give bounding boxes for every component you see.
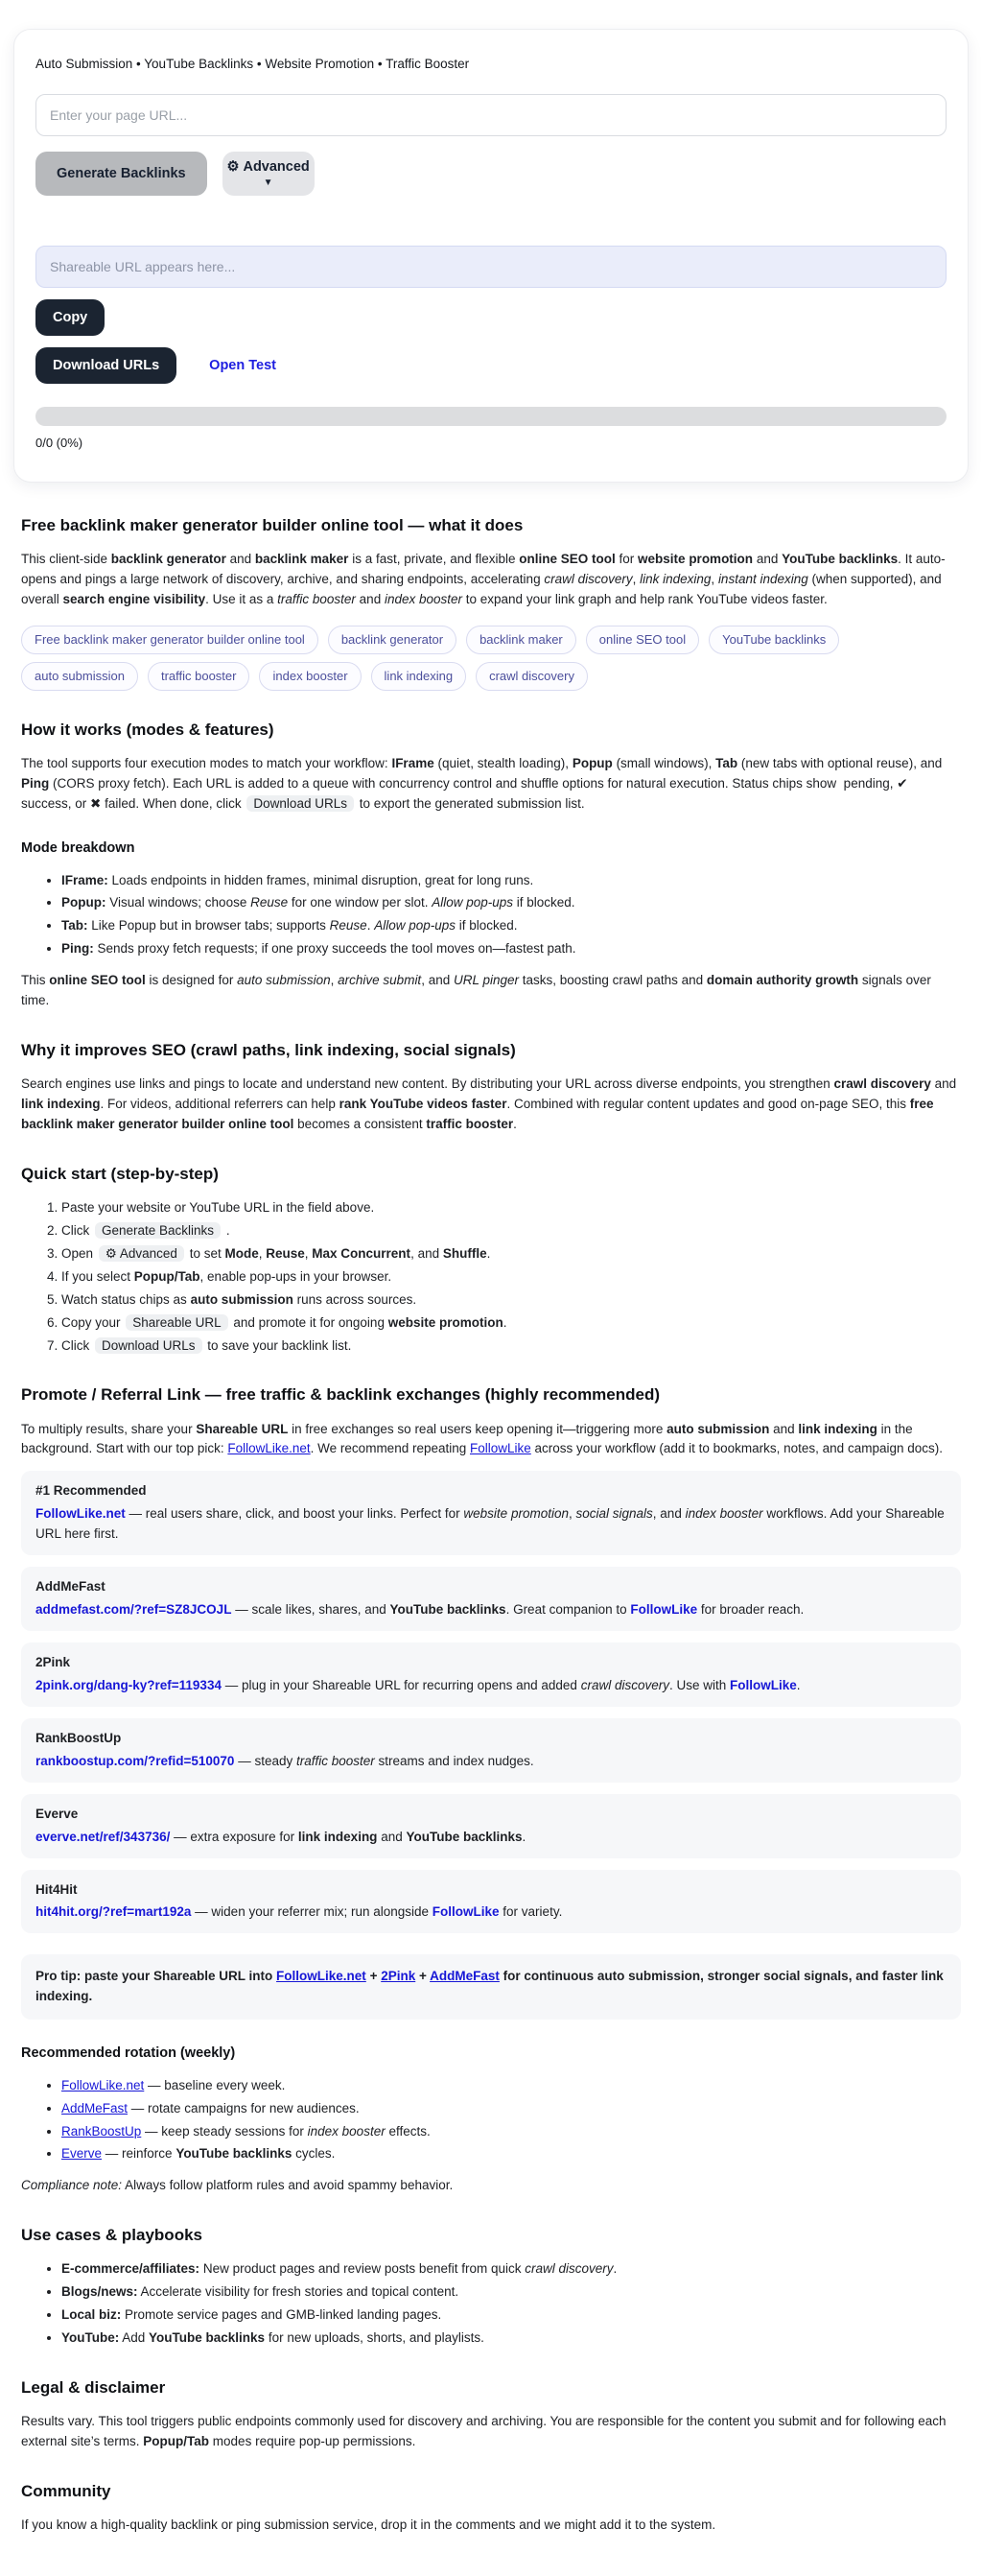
list-item [61,1336,961,1357]
text-segment: and [355,592,385,606]
text-segment: YouTube backlinks [175,2146,292,2162]
text-segment: website promotion [387,1314,503,1330]
inline-link[interactable]: FollowLike [470,1441,531,1456]
paragraph [21,1420,961,1460]
text-segment: and [769,1421,799,1436]
rotation-list [21,2076,961,2165]
keyword-chip: YouTube backlinks [709,626,839,654]
text-segment: — plug in your Shareable URL for recurring opens and added [221,1677,581,1692]
text-segment: Popup: [61,895,106,910]
text-segment: IFrame: [61,872,108,887]
text-segment: link indexing [297,1829,378,1844]
text-segment: — steady [234,1753,296,1768]
paragraph [21,2516,961,2536]
referral-card [21,1642,961,1707]
text-segment: , and [652,1506,686,1522]
text-segment: Ping [21,776,50,792]
text-segment: — real users share, click, and boost your links. Perfect for [125,1506,464,1522]
text-segment: . [796,1677,801,1692]
text-segment: — widen your referrer mix; run alongside [191,1904,433,1920]
text-segment: for new uploads, shorts, and playlists. [265,2330,484,2346]
text-segment: social signals [575,1506,653,1522]
paragraph [21,754,961,815]
kbd-chip: Shareable URL [126,1314,227,1331]
copy-button[interactable]: Copy [35,299,105,336]
text-segment: link indexing [21,1097,101,1112]
text-segment: , [568,1506,576,1522]
open-test-link[interactable]: Open Test [209,357,276,373]
text-segment: — extra exposure for [170,1829,298,1844]
referral-card-title: Hit4Hit [35,1881,78,1897]
text-segment: auto submission [190,1291,293,1307]
progress-counter: 0/0 (0%) [35,435,83,450]
text-segment: (new tabs with optional reuse), and [737,756,943,771]
text-segment: is designed for [145,973,238,988]
text-segment: link indexing [640,572,712,587]
text-segment: — scale likes, shares, and [231,1602,390,1618]
text-segment: . We recommend repeating [310,1441,471,1456]
advanced-toggle-button[interactable] [222,152,315,196]
heading-legal: Legal & disclaimer [21,2378,166,2398]
text-segment: auto submission [666,1421,770,1436]
text-segment: free backlink maker generator builder online tool [21,1097,934,1131]
text-segment: website promotion [463,1506,569,1522]
text-segment: IFrame [391,756,434,771]
text-segment: Visual windows; choose [105,895,251,910]
text-segment: YouTube backlinks [389,1602,506,1618]
text-segment: Promote service pages and GMB-linked landing pages. [121,2307,442,2323]
paragraph [21,1075,961,1135]
text-segment: Sends proxy fetch requests; if one proxy succeeds the tool moves on—fastest path. [93,941,576,957]
text-segment: crawl discovery [580,1677,669,1692]
text-segment: . It auto-opens and pings a large network of discovery, archive, and sharing endpoints, accelerating [21,552,946,587]
text-segment: If you select [61,1268,134,1284]
text-segment: to export the generated submission list. [355,796,585,812]
progress-bar [35,407,947,426]
text-segment: , [304,1245,313,1261]
list-item [61,2076,961,2096]
keyword-chip: online SEO tool [586,626,699,654]
compliance-note [21,2176,961,2196]
text-segment: signals over time. [21,973,931,1008]
text-segment: search engine visibility [62,592,206,606]
referral-card-title: #1 Recommended [35,1483,147,1499]
text-segment: website promotion [638,552,754,567]
text-segment: Popup/Tab [133,1268,200,1284]
list-item [61,2144,961,2164]
keyword-chip: backlink maker [466,626,576,654]
inline-link[interactable]: everve.net/ref/343736/ [35,1829,171,1844]
referral-card [21,1718,961,1783]
list-item [61,2328,961,2349]
text-segment: Max Concurrent [312,1245,411,1261]
kbd-chip: Download URLs [95,1337,202,1354]
referral-card-body [35,1676,947,1696]
kbd-chip: Generate Backlinks [95,1222,221,1239]
keyword-chip: backlink generator [328,626,456,654]
text-segment: online SEO tool [49,973,146,988]
text-segment: New product pages and review posts benefit from quick [199,2261,526,2277]
keyword-chip: Free backlink maker generator builder online tool [21,626,318,654]
text-segment: Add [119,2330,150,2346]
keyword-chip: crawl discovery [476,662,588,691]
text-segment: modes require pop-up permissions. [209,2434,416,2449]
keyword-chip: traffic booster [148,662,250,691]
text-segment: if blocked. [456,918,518,934]
text-segment: effects. [385,2123,431,2139]
text-segment: for [615,552,639,567]
text-segment: Open [61,1245,97,1261]
paragraph [21,550,961,610]
text-segment: Mode [224,1245,259,1261]
text-segment: and [225,552,255,567]
text-segment: to set [185,1245,225,1261]
advanced-label: Advanced [243,158,310,175]
text-segment: E-commerce/affiliates: [61,2261,200,2277]
inline-link[interactable]: 2Pink [381,1969,416,1984]
text-segment: across your workflow (add it to bookmarks, notes, and campaign docs). [530,1441,943,1456]
text-segment: Click [61,1337,93,1353]
inline-link[interactable]: FollowLike.net [61,2077,145,2092]
list-item [61,1290,961,1311]
text-segment: Tab: [61,918,88,934]
text-segment: archive submit [338,973,422,988]
list-item [61,2305,961,2326]
text-segment: and [377,1829,407,1844]
text-segment: index booster [685,1506,763,1522]
text-segment: to expand your link graph and help rank YouTube videos faster. [462,592,828,606]
list-item [61,1244,961,1264]
text-segment: cycles. [292,2146,336,2162]
text-segment: To multiply results, share your [21,1421,197,1436]
text-segment: YouTube backlinks [149,2330,266,2346]
text-segment: Compliance note: [21,2178,123,2193]
referral-card-body [35,1902,947,1923]
text-segment: . [613,2261,618,2277]
advanced-label-line [226,159,309,175]
keyword-chips [21,626,961,691]
kbd-chip: Download URLs [246,795,354,812]
text-segment: YouTube backlinks [406,1829,523,1844]
inline-link[interactable]: FollowLike [432,1904,500,1920]
use-cases-list [21,2259,961,2349]
gear-icon: ⚙ [226,158,240,175]
text-segment: online SEO tool [519,552,616,567]
text-segment: . [486,1245,491,1261]
text-segment: , and [421,973,454,988]
download-urls-button[interactable]: Download URLs [35,347,176,384]
paragraph [21,971,961,1011]
text-segment: — baseline every week. [144,2077,286,2092]
results-area-empty [35,196,947,246]
copy-row [35,299,947,336]
list-item [61,2259,961,2280]
text-segment: runs across sources. [292,1291,417,1307]
text-segment: , [330,973,339,988]
text-segment: + [365,1969,382,1984]
text-segment: Shuffle [442,1245,487,1261]
mode-breakdown-list [21,871,961,960]
text-segment: , [258,1245,267,1261]
inline-link[interactable]: AddMeFast [61,2100,129,2115]
text-segment: , [711,572,718,587]
heading-what-it-does: Free backlink maker generator builder online tool — what it does [21,516,524,535]
text-segment: . [222,1222,230,1238]
text-segment: The tool supports four execution modes to match your workflow: [21,756,392,771]
inline-link[interactable]: AddMeFast [430,1969,500,1984]
text-segment: link indexing [798,1421,877,1436]
page [0,29,982,2576]
text-segment: workflows. Add your Shareable URL here first. [35,1506,945,1542]
text-segment: Reuse [266,1245,305,1261]
inline-link[interactable]: FollowLike [730,1677,797,1692]
heading-how-it-works: How it works (modes & features) [21,721,274,740]
text-segment: Allow pop-ups [374,918,456,934]
text-segment: Always follow platform rules and avoid spammy behavior. [122,2178,454,2193]
inline-link[interactable]: rankboostup.com/?refid=510070 [35,1753,235,1768]
text-segment: , [632,572,641,587]
kbd-chip: ⚙ Advanced [99,1245,184,1262]
text-segment: — keep steady sessions for [141,2123,308,2139]
heading-rotation: Recommended rotation (weekly) [21,2045,236,2062]
text-segment: Allow pop-ups [432,895,513,910]
text-segment: . Combined with regular content updates and good on-page SEO, this [506,1097,910,1112]
text-segment: . For videos, additional referrers can help [100,1097,339,1112]
text-segment: to save your backlink list. [203,1337,352,1353]
download-row [35,347,947,384]
text-segment: Blogs/news: [61,2284,138,2300]
inline-link[interactable]: FollowLike [630,1602,698,1618]
list-item [61,1313,961,1334]
text-segment: . Great companion to [505,1602,631,1618]
heading-mode-breakdown: Mode breakdown [21,840,135,857]
referral-card [21,1870,961,1934]
list-item [61,2122,961,2142]
text-segment: . Use with [668,1677,731,1692]
text-segment: streams and index nudges. [374,1753,534,1768]
text-segment: traffic booster [277,592,356,606]
text-segment: backlink maker [254,552,349,567]
inline-link[interactable]: FollowLike.net [35,1506,126,1522]
text-segment: if blocked. [513,895,575,910]
text-segment: — reinforce [102,2146,176,2162]
text-segment: URL pinger [453,973,520,988]
list-item [61,939,961,959]
backlink-tool-card [13,29,969,483]
heading-use-cases: Use cases & playbooks [21,2226,202,2245]
inline-link[interactable]: addmefast.com/?ref=SZ8JCOJL [35,1602,232,1618]
text-segment: backlink generator [110,552,226,567]
text-segment: in the background. Start with our top pick: [21,1421,913,1456]
list-item [61,871,961,891]
text-segment: Local biz: [61,2307,122,2323]
list-item [61,916,961,936]
shareable-url-input[interactable] [35,246,947,288]
tagline: Auto Submission • YouTube Backlinks • Website Promotion • Traffic Booster [35,57,470,71]
quick-start-list [21,1198,961,1356]
referral-card-title: RankBoostUp [35,1730,122,1745]
text-segment: is a fast, private, and flexible [348,552,520,567]
text-segment: domain authority growth [706,973,859,988]
inline-link[interactable]: 2pink.org/dang-ky?ref=119334 [35,1677,222,1692]
text-segment: and [930,1076,957,1092]
pro-tip-box [21,1954,961,2020]
text-segment: for broader reach. [697,1602,805,1618]
action-button-row [35,152,947,196]
referral-card-title: AddMeFast [35,1579,105,1595]
text-segment: Results vary. This tool triggers public endpoints commonly used for discovery and archiving. You are responsible for the content you submit and for following each external site’s terms. [21,2414,947,2449]
text-segment: This client-side [21,552,111,567]
text-segment: rank YouTube videos faster [339,1097,507,1112]
text-segment: (quiet, stealth loading), [433,756,573,771]
list-item [61,1221,961,1241]
text-segment: for one window per slot. [288,895,433,910]
inline-link[interactable]: FollowLike.net [276,1969,366,1984]
text-segment: Popup [572,756,613,771]
text-segment: — rotate campaigns for new audiences. [128,2100,360,2115]
referral-card-body [35,1752,947,1772]
text-segment: tasks, boosting crawl paths and [519,973,707,988]
text-segment: Click [61,1222,93,1238]
text-segment: and promote it for ongoing [229,1314,388,1330]
text-segment: auto submission [237,973,331,988]
text-segment: , enable pop-ups in your browser. [199,1268,392,1284]
text-segment: This [21,973,50,988]
referral-card-body [35,1828,947,1848]
list-item [61,2282,961,2303]
chevron-down-icon: ▼ [263,177,273,188]
text-segment: Shareable URL [196,1421,289,1436]
referral-card-title: Everve [35,1806,79,1821]
list-item [61,1267,961,1288]
keyword-chip: index booster [259,662,361,691]
inline-link[interactable]: Everve [61,2146,103,2162]
text-segment: Reuse [250,895,289,910]
paragraph [21,2412,961,2452]
inline-link[interactable]: RankBoostUp [61,2123,142,2139]
text-segment: YouTube: [61,2330,120,2346]
text-segment: . [513,1117,517,1131]
inline-link[interactable]: hit4hit.org/?ref=mart192a [35,1904,192,1920]
text-segment: crawl discovery [525,2261,614,2277]
generate-backlinks-button[interactable]: Generate Backlinks [35,152,207,196]
text-segment: . Use it as a [205,592,278,606]
text-segment: index booster [384,592,463,606]
keyword-chip: auto submission [21,662,138,691]
text-segment: Accelerate visibility for fresh stories and topical content. [137,2284,459,2300]
text-segment: Watch status chips as [61,1291,191,1307]
text-segment: + [415,1969,431,1984]
referral-card [21,1471,961,1555]
text-segment: If you know a high-quality backlink or ping submission service, drop it in the comments and we might add it to the system. [21,2517,716,2533]
url-input[interactable] [35,94,947,136]
text-segment: becomes a consistent [293,1117,427,1131]
heading-quick-start: Quick start (step-by-step) [21,1164,219,1183]
referral-card-body [35,1504,947,1545]
text-segment: and [753,552,783,567]
text-segment: (CORS proxy fetch). Each URL is added to a queue with concurrency control and shuffle options for natural execution. Status chips show pending, ✔ success, or ✖ failed. When done, click [21,776,908,812]
text-segment: , and [410,1245,443,1261]
text-segment: . [503,1314,507,1330]
heading-community: Community [21,2482,111,2501]
text-segment: index booster [307,2123,386,2139]
list-item [61,2099,961,2119]
text-segment: YouTube backlinks [782,552,899,567]
seo-article [0,515,982,2576]
text-segment: . [366,918,375,934]
text-segment: Paste your website or YouTube URL in the field above. [61,1200,375,1216]
keyword-chip: link indexing [371,662,467,691]
heading-why-seo: Why it improves SEO (crawl paths, link indexing, social signals) [21,1041,516,1060]
text-segment: (small windows), [612,756,716,771]
inline-link[interactable]: FollowLike.net [227,1441,311,1456]
list-item [61,1198,961,1218]
text-segment: for continuous auto submission, stronger social signals, and faster link indexing. [35,1969,944,2004]
referral-card-body [35,1600,947,1620]
text-segment: Like Popup but in browser tabs; supports [87,918,330,934]
text-segment: crawl discovery [544,572,633,587]
text-segment: Reuse [329,918,367,934]
heading-promote: Promote / Referral Link — free traffic & backlink exchanges (highly recommended) [21,1385,661,1405]
text-segment: traffic booster [426,1117,514,1131]
text-segment: Tab [715,756,738,771]
text-segment: (when supported), and overall [21,572,942,606]
text-segment: Ping: [61,941,94,957]
text-segment: in free exchanges so real users keep opening it—triggering more [288,1421,667,1436]
referral-card-title: 2Pink [35,1655,71,1670]
referral-card [21,1567,961,1631]
text-segment: traffic booster [295,1753,375,1768]
list-item [61,893,961,913]
text-segment: . [522,1829,526,1844]
text-segment: for variety. [499,1904,563,1920]
text-segment: Search engines use links and pings to locate and understand new content. By distributing your URL across diverse endpoints, you strengthen [21,1076,834,1092]
text-segment: crawl discovery [833,1076,931,1092]
text-segment: Popup/Tab [143,2434,210,2449]
text-segment: instant indexing [717,572,808,587]
text-segment: Copy your [61,1314,125,1330]
referral-card [21,1794,961,1858]
text-segment: Loads endpoints in hidden frames, minimal disruption, great for long runs. [107,872,534,887]
text-segment: Pro tip: paste your Shareable URL into [35,1969,277,1984]
